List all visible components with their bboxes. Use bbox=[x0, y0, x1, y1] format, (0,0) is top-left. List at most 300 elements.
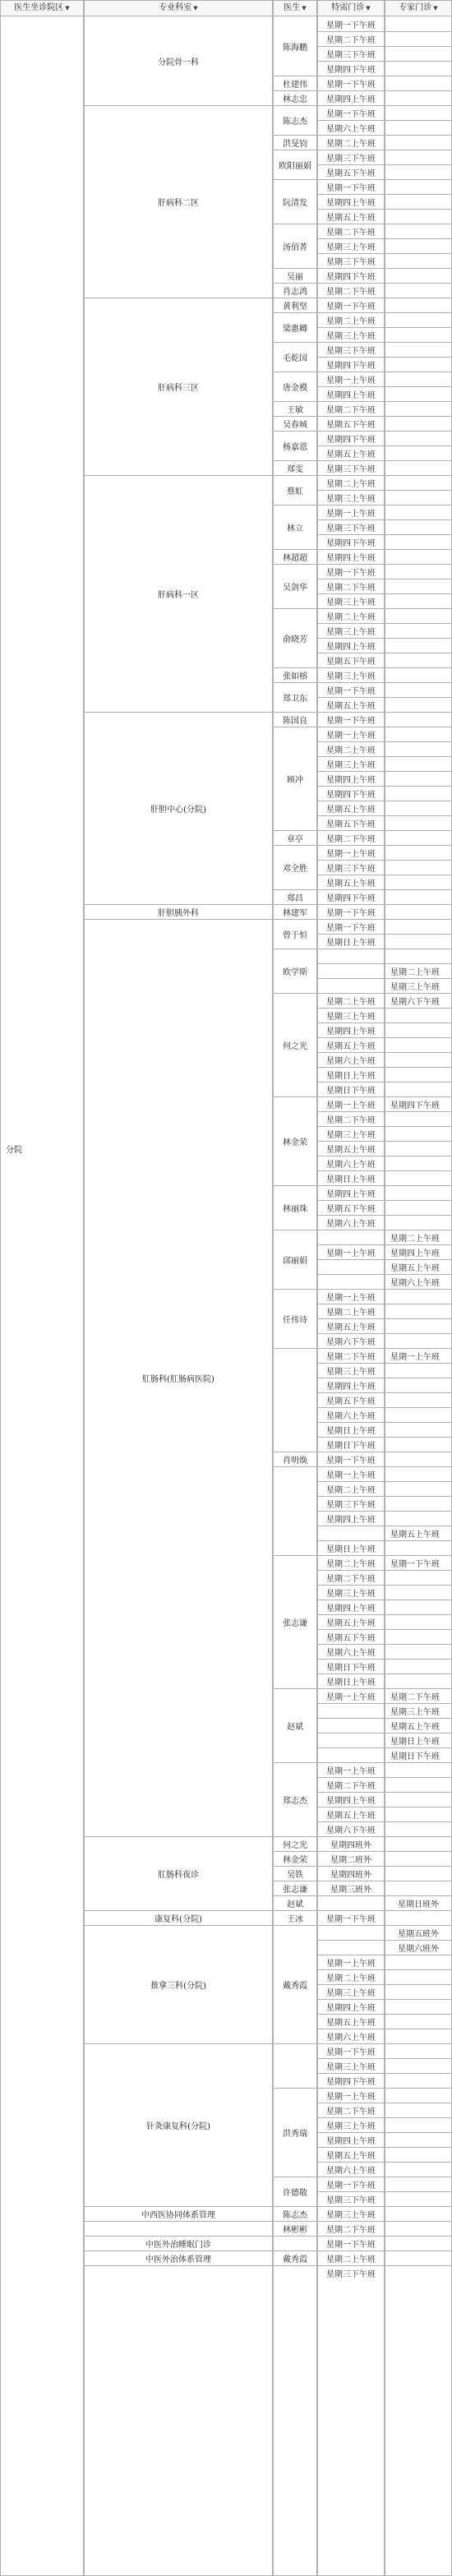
doctor-name-cell: 王敏 bbox=[274, 401, 316, 416]
doctor-name-cell: 阮清发 bbox=[274, 179, 316, 224]
department-name-cell: 肝胆胰外科 bbox=[85, 904, 272, 919]
special-clinic-cell: 星期一下午班 bbox=[318, 919, 384, 934]
expert-clinic-cell bbox=[385, 1984, 451, 1999]
expert-clinic-cell bbox=[385, 2221, 451, 2236]
special-clinic-cell: 星期五下午班 bbox=[318, 815, 384, 830]
special-clinic-cell: 星期四上午班 bbox=[318, 1792, 384, 1807]
expert-clinic-cell bbox=[385, 2058, 451, 2073]
special-clinic-cell: 星期二上午班 bbox=[318, 1304, 384, 1318]
special-clinic-cell bbox=[318, 1526, 384, 1540]
expert-clinic-cell bbox=[385, 741, 451, 756]
special-clinic-cell: 星期四上午班 bbox=[318, 1185, 384, 1200]
special-clinic-cell: 星期二上午班 bbox=[318, 741, 384, 756]
department-name-cell: 推拿三科(分院) bbox=[85, 1925, 272, 2043]
special-clinic-cell: 星期一上午班 bbox=[318, 1289, 384, 1304]
doctor-name-cell: 肖明焕 bbox=[274, 1452, 316, 1466]
expert-clinic-cell: 星期六下午班 bbox=[385, 993, 451, 1008]
department-name-cell: 肝病科三区 bbox=[85, 298, 272, 475]
special-clinic-cell bbox=[318, 949, 384, 963]
special-clinic-cell: 星期二下午班 bbox=[318, 283, 384, 298]
filter-dropdown-icon[interactable]: ▼ bbox=[193, 5, 198, 12]
expert-clinic-cell bbox=[385, 1585, 451, 1600]
expert-clinic-cell: 星期三上午班 bbox=[385, 1703, 451, 1718]
expert-clinic-cell bbox=[385, 830, 451, 845]
expert-clinic-cell bbox=[385, 298, 451, 312]
expert-clinic-cell: 星期三上午班 bbox=[385, 978, 451, 993]
special-clinic-cell: 星期六上午班 bbox=[318, 2029, 384, 2043]
expert-clinic-cell bbox=[385, 1037, 451, 1052]
expert-clinic-cell bbox=[385, 61, 451, 76]
doctor-name-cell: 林丽珠 bbox=[274, 1185, 316, 1230]
expert-clinic-cell bbox=[385, 1481, 451, 1496]
department-name-cell: 分院骨一科 bbox=[158, 58, 199, 67]
doctor-name-cell: 郑雯 bbox=[274, 460, 316, 475]
special-clinic-column bbox=[317, 16, 385, 2576]
special-clinic-cell: 星期二下午班 bbox=[318, 401, 384, 416]
expert-clinic-cell bbox=[385, 1141, 451, 1156]
expert-clinic-cell bbox=[385, 1969, 451, 1984]
doctor-name-cell: 戴秀霞 bbox=[274, 1925, 316, 2043]
special-clinic-cell: 星期二上午班 bbox=[318, 312, 384, 327]
special-clinic-cell: 星期五上午班 bbox=[318, 1037, 384, 1052]
special-clinic-cell: 星期一下午班 bbox=[318, 179, 384, 194]
expert-clinic-cell bbox=[385, 875, 451, 889]
special-clinic-cell: 星期一下午班 bbox=[318, 76, 384, 90]
special-clinic-cell: 星期三上午班 bbox=[318, 593, 384, 608]
special-clinic-cell: 星期三上午班 bbox=[318, 2058, 384, 2073]
expert-clinic-cell bbox=[385, 253, 451, 268]
special-clinic-cell: 星期三下午班 bbox=[318, 253, 384, 268]
doctor-name-cell: 唐金模 bbox=[274, 372, 316, 401]
expert-clinic-cell bbox=[385, 534, 451, 549]
expert-clinic-cell bbox=[385, 1082, 451, 1096]
expert-clinic-cell bbox=[385, 919, 451, 934]
special-clinic-cell: 星期五上午班 bbox=[318, 1141, 384, 1156]
special-clinic-cell: 星期三下午班 bbox=[318, 519, 384, 534]
expert-clinic-cell bbox=[385, 2177, 451, 2191]
expert-clinic-cell bbox=[385, 1437, 451, 1452]
expert-clinic-cell bbox=[385, 1289, 451, 1304]
special-clinic-cell: 星期五上午班 bbox=[318, 875, 384, 889]
expert-clinic-cell: 星期四下午班 bbox=[385, 1096, 451, 1111]
special-clinic-cell: 星期日下午班 bbox=[318, 1659, 384, 1673]
doctor-name-cell: 曾于恒 bbox=[274, 919, 316, 949]
expert-clinic-cell bbox=[385, 727, 451, 741]
special-clinic-cell: 星期四下午班 bbox=[318, 2073, 384, 2088]
special-clinic-cell: 星期五下午班 bbox=[318, 653, 384, 667]
special-clinic-cell: 星期四上午班 bbox=[318, 771, 384, 786]
expert-clinic-cell bbox=[385, 31, 451, 46]
special-clinic-cell: 星期六上午班 bbox=[318, 1644, 384, 1659]
special-clinic-cell: 星期日上午班 bbox=[318, 934, 384, 949]
special-clinic-cell: 星期三下午班 bbox=[318, 342, 384, 357]
special-clinic-cell: 星期四上午班 bbox=[318, 1600, 384, 1614]
doctor-name-cell: 陈海鹏 bbox=[283, 43, 307, 53]
expert-clinic-cell bbox=[385, 1821, 451, 1836]
doctor-name-cell: 吴丽 bbox=[274, 268, 316, 283]
special-clinic-cell: 星期一下午班 bbox=[318, 1910, 384, 1925]
expert-clinic-cell bbox=[385, 1511, 451, 1526]
doctor-name-cell: 蔡虹 bbox=[274, 475, 316, 505]
department-name-cell: 康复科(分院) bbox=[85, 1910, 272, 1925]
expert-clinic-cell bbox=[385, 682, 451, 697]
special-clinic-cell: 星期四下午班 bbox=[318, 61, 384, 76]
doctor-name-cell bbox=[274, 1466, 316, 1555]
doctor-name-cell: 郑昌 bbox=[274, 889, 316, 904]
special-clinic-cell: 星期四上午班 bbox=[318, 1999, 384, 2014]
special-clinic-cell: 星期三班外 bbox=[318, 1881, 384, 1895]
expert-clinic-cell bbox=[385, 2147, 451, 2162]
special-clinic-cell: 星期四下午班 bbox=[318, 786, 384, 801]
special-clinic-cell: 星期四上午班 bbox=[318, 638, 384, 653]
expert-clinic-cell bbox=[385, 1496, 451, 1511]
special-clinic-cell: 星期一上午班 bbox=[318, 1762, 384, 1777]
expert-clinic-cell: 星期日班外 bbox=[385, 1895, 451, 1910]
doctor-name-cell: 章亭 bbox=[274, 830, 316, 845]
special-clinic-cell: 星期三下午班 bbox=[318, 46, 384, 61]
department-name-cell bbox=[85, 2221, 272, 2236]
special-clinic-cell: 星期一上午班 bbox=[318, 845, 384, 860]
campus-column bbox=[0, 16, 84, 2576]
special-clinic-cell: 星期二上午班 bbox=[318, 1555, 384, 1570]
expert-clinic-cell bbox=[385, 1600, 451, 1614]
special-clinic-cell bbox=[318, 978, 384, 993]
expert-clinic-cell bbox=[385, 593, 451, 608]
special-clinic-cell: 星期三上午班 bbox=[318, 756, 384, 771]
expert-clinic-cell: 星期四上午班 bbox=[385, 1244, 451, 1259]
expert-clinic-cell bbox=[385, 105, 451, 120]
expert-clinic-cell bbox=[385, 1807, 451, 1821]
expert-clinic-cell bbox=[385, 2191, 451, 2206]
special-clinic-cell: 星期二上午班 bbox=[318, 993, 384, 1008]
special-clinic-cell: 星期五下午班 bbox=[318, 164, 384, 179]
doctor-name-cell: 何之光 bbox=[274, 1836, 316, 1851]
header-campus-label: 医生坐诊院区 bbox=[14, 3, 64, 12]
doctor-name-cell: 林志忠 bbox=[274, 90, 316, 105]
special-clinic-cell: 星期五上午班 bbox=[318, 697, 384, 712]
special-clinic-cell: 星期三上午班 bbox=[318, 1585, 384, 1600]
header-department[interactable] bbox=[84, 0, 273, 16]
special-clinic-cell: 星期五上午班 bbox=[318, 1614, 384, 1629]
special-clinic-cell: 星期五上午班 bbox=[318, 445, 384, 460]
expert-clinic-cell bbox=[385, 889, 451, 904]
expert-clinic-cell bbox=[385, 549, 451, 564]
special-clinic-cell: 星期一下午班 bbox=[318, 712, 384, 727]
expert-clinic-cell bbox=[385, 1881, 451, 1895]
expert-clinic-cell bbox=[385, 1999, 451, 2014]
department-name-cell: 肛肠科夜诊 bbox=[85, 1836, 272, 1910]
expert-clinic-cell bbox=[385, 1318, 451, 1333]
special-clinic-cell: 星期三上午班 bbox=[318, 1984, 384, 1999]
expert-clinic-cell bbox=[385, 579, 451, 593]
expert-clinic-cell bbox=[385, 1540, 451, 1555]
header-special-clinic[interactable] bbox=[317, 0, 385, 16]
doctor-name-cell: 欧阳丽娟 bbox=[274, 150, 316, 179]
special-clinic-cell: 星期三上午班 bbox=[318, 2117, 384, 2132]
doctor-name-cell: 陈国良 bbox=[274, 712, 316, 727]
special-clinic-cell: 星期六下午班 bbox=[318, 1333, 384, 1348]
special-clinic-cell: 星期一下午班 bbox=[318, 2043, 384, 2058]
special-clinic-cell: 星期一上午班 bbox=[318, 1466, 384, 1481]
special-clinic-cell: 星期一上午班 bbox=[318, 372, 384, 386]
special-clinic-cell: 星期二上午班 bbox=[318, 1969, 384, 1984]
expert-clinic-cell bbox=[385, 1659, 451, 1673]
doctor-name-cell: 吴剑华 bbox=[274, 564, 316, 608]
special-clinic-cell: 星期二下午班 bbox=[318, 224, 384, 238]
doctor-name-cell: 杜建伟 bbox=[274, 76, 316, 90]
special-clinic-cell: 星期一下午班 bbox=[318, 904, 384, 919]
doctor-name-cell: 郑志杰 bbox=[274, 1762, 316, 1836]
expert-clinic-column bbox=[385, 16, 452, 2576]
special-clinic-cell: 星期一上午班 bbox=[318, 1688, 384, 1703]
filter-dropdown-icon[interactable]: ▼ bbox=[302, 5, 307, 12]
doctor-name-cell: 欧学斯 bbox=[274, 949, 316, 993]
expert-clinic-cell bbox=[385, 623, 451, 638]
expert-clinic-cell bbox=[385, 238, 451, 253]
doctor-name-cell: 林超超 bbox=[274, 549, 316, 564]
special-clinic-cell: 星期三上午班 bbox=[318, 327, 384, 342]
expert-clinic-cell bbox=[385, 386, 451, 401]
expert-clinic-cell: 星期二下午班 bbox=[385, 1688, 451, 1703]
special-clinic-cell: 星期日上午班 bbox=[318, 1673, 384, 1688]
special-clinic-cell: 星期四下午班 bbox=[318, 534, 384, 549]
expert-clinic-cell: 星期五上午班 bbox=[385, 1259, 451, 1274]
special-clinic-cell: 星期六上午班 bbox=[318, 1052, 384, 1067]
expert-clinic-cell bbox=[385, 608, 451, 623]
doctor-name-cell: 王冰 bbox=[274, 1910, 316, 1925]
department-name-cell: 中西医协同体系管理 bbox=[85, 2206, 272, 2221]
special-clinic-cell: 星期二上午班 bbox=[318, 2251, 384, 2265]
special-clinic-cell: 星期二上午班 bbox=[318, 475, 384, 490]
expert-clinic-cell: 星期六上午班 bbox=[385, 1274, 451, 1289]
special-clinic-cell: 星期四下午班 bbox=[318, 889, 384, 904]
expert-clinic-cell bbox=[385, 771, 451, 786]
expert-clinic-cell: 星期五上午班 bbox=[385, 1526, 451, 1540]
expert-clinic-cell bbox=[385, 1866, 451, 1881]
special-clinic-cell: 星期五下午班 bbox=[318, 1392, 384, 1407]
department-name-cell: 肝胆中心(分院) bbox=[85, 712, 272, 904]
doctor-name-cell: 戴秀霞 bbox=[274, 2251, 316, 2265]
special-clinic-cell: 星期三下午班 bbox=[318, 2265, 384, 2280]
special-clinic-cell: 星期五上午班 bbox=[318, 801, 384, 815]
special-clinic-cell bbox=[318, 1274, 384, 1289]
doctor-name-cell: 林立 bbox=[274, 505, 316, 549]
doctor-name-cell: 洪秀瑞 bbox=[274, 2088, 316, 2177]
expert-clinic-cell bbox=[385, 1466, 451, 1481]
department-name-cell: 肝病科二区 bbox=[85, 105, 272, 298]
expert-clinic-cell bbox=[385, 949, 451, 963]
special-clinic-cell: 星期三上午班 bbox=[318, 1008, 384, 1023]
expert-clinic-cell bbox=[385, 1407, 451, 1422]
special-clinic-cell: 星期二下午班 bbox=[318, 2221, 384, 2236]
expert-clinic-cell: 星期日上午班 bbox=[385, 1733, 451, 1747]
expert-clinic-cell bbox=[385, 638, 451, 653]
special-clinic-cell: 星期一下午班 bbox=[318, 298, 384, 312]
special-clinic-cell: 星期二下午班 bbox=[318, 1777, 384, 1792]
expert-clinic-cell bbox=[385, 342, 451, 357]
doctor-name-cell: 顾冲 bbox=[274, 727, 316, 830]
expert-clinic-cell: 星期一下午班 bbox=[385, 1555, 451, 1570]
doctor-column bbox=[273, 16, 317, 2576]
special-clinic-cell: 星期六上午班 bbox=[318, 1407, 384, 1422]
doctor-name-cell: 毛乾国 bbox=[274, 342, 316, 372]
expert-clinic-cell bbox=[385, 519, 451, 534]
expert-clinic-cell bbox=[385, 1673, 451, 1688]
expert-clinic-cell bbox=[385, 372, 451, 386]
expert-clinic-cell bbox=[385, 1836, 451, 1851]
special-clinic-cell bbox=[318, 1733, 384, 1747]
doctor-name-cell: 陈志杰 bbox=[274, 105, 316, 135]
expert-clinic-cell bbox=[385, 2132, 451, 2147]
doctor-name-cell: 赵斌 bbox=[274, 1895, 316, 1910]
special-clinic-cell: 星期四上午班 bbox=[318, 1023, 384, 1037]
expert-clinic-cell bbox=[385, 416, 451, 431]
doctor-name-cell bbox=[274, 2265, 316, 2280]
doctor-name-cell: 汤佰菁 bbox=[274, 224, 316, 268]
expert-clinic-cell bbox=[385, 120, 451, 135]
special-clinic-cell: 星期二下午班 bbox=[318, 2103, 384, 2117]
expert-clinic-cell bbox=[385, 209, 451, 224]
special-clinic-cell: 星期一上午班 bbox=[318, 505, 384, 519]
expert-clinic-cell bbox=[385, 2236, 451, 2251]
expert-clinic-cell bbox=[385, 46, 451, 61]
doctor-name-cell: 梁惠卿 bbox=[274, 312, 316, 342]
expert-clinic-cell bbox=[385, 1333, 451, 1348]
special-clinic-cell: 星期五上午班 bbox=[318, 2014, 384, 2029]
special-clinic-cell: 星期一下午班 bbox=[326, 21, 376, 30]
expert-clinic-cell bbox=[385, 1378, 451, 1392]
header-doctor[interactable] bbox=[273, 0, 317, 16]
expert-clinic-cell: 星期二上午班 bbox=[385, 963, 451, 978]
special-clinic-cell bbox=[318, 1718, 384, 1733]
expert-clinic-cell bbox=[385, 786, 451, 801]
special-clinic-cell: 星期四班外 bbox=[318, 1866, 384, 1881]
header-campus[interactable] bbox=[0, 0, 84, 16]
expert-clinic-cell bbox=[385, 1067, 451, 1082]
expert-clinic-cell bbox=[385, 431, 451, 445]
expert-clinic-cell bbox=[385, 1363, 451, 1378]
special-clinic-cell: 星期三下午班 bbox=[318, 460, 384, 475]
expert-clinic-cell bbox=[385, 224, 451, 238]
expert-clinic-cell bbox=[385, 2251, 451, 2265]
expert-clinic-cell bbox=[385, 150, 451, 164]
expert-clinic-cell bbox=[385, 845, 451, 860]
expert-clinic-cell: 星期五班外 bbox=[385, 1925, 451, 1940]
doctor-name-cell: 邱丽娟 bbox=[274, 1230, 316, 1289]
special-clinic-cell: 星期一上午班 bbox=[318, 1955, 384, 1969]
doctor-name-cell: 黄利坚 bbox=[274, 298, 316, 312]
expert-clinic-cell bbox=[385, 1762, 451, 1777]
expert-clinic-cell bbox=[385, 1851, 451, 1866]
special-clinic-cell: 星期五上午班 bbox=[318, 209, 384, 224]
expert-clinic-cell bbox=[385, 1644, 451, 1659]
expert-clinic-cell bbox=[385, 1304, 451, 1318]
expert-clinic-cell bbox=[385, 1215, 451, 1230]
doctor-name-cell: 许德敬 bbox=[274, 2177, 316, 2206]
special-clinic-cell: 星期四下午班 bbox=[318, 357, 384, 372]
expert-clinic-cell bbox=[385, 904, 451, 919]
campus-name-cell: 分院 bbox=[6, 1145, 22, 1155]
doctor-name-cell bbox=[274, 2043, 316, 2088]
special-clinic-cell: 星期一下午班 bbox=[318, 2236, 384, 2251]
special-clinic-cell: 星期三上午班 bbox=[318, 667, 384, 682]
doctor-name-cell: 林金荣 bbox=[274, 1851, 316, 1866]
special-clinic-cell: 星期一上午班 bbox=[318, 727, 384, 741]
expert-clinic-cell bbox=[385, 1023, 451, 1037]
special-clinic-cell bbox=[318, 1747, 384, 1762]
special-clinic-cell: 星期四上午班 bbox=[318, 90, 384, 105]
header-expert-clinic[interactable] bbox=[385, 0, 452, 16]
special-clinic-cell: 星期一上午班 bbox=[318, 2088, 384, 2103]
doctor-name-cell: 张志谦 bbox=[274, 1555, 316, 1688]
expert-clinic-cell bbox=[385, 1792, 451, 1807]
special-clinic-cell: 星期五上午班 bbox=[318, 1807, 384, 1821]
special-clinic-cell: 星期二下午班 bbox=[318, 1111, 384, 1126]
special-clinic-cell: 星期三下午班 bbox=[318, 150, 384, 164]
special-clinic-cell: 星期六上午班 bbox=[318, 1156, 384, 1170]
special-clinic-cell: 星期二下午班 bbox=[318, 1570, 384, 1585]
special-clinic-cell: 星期六上午班 bbox=[318, 2162, 384, 2177]
special-clinic-cell: 星期三上午班 bbox=[318, 623, 384, 638]
expert-clinic-cell bbox=[385, 1955, 451, 1969]
special-clinic-cell: 星期三上午班 bbox=[318, 1363, 384, 1378]
expert-clinic-cell bbox=[385, 505, 451, 519]
expert-clinic-cell bbox=[385, 90, 451, 105]
expert-clinic-cell bbox=[385, 1422, 451, 1437]
expert-clinic-cell bbox=[385, 756, 451, 771]
expert-clinic-cell bbox=[385, 445, 451, 460]
special-clinic-cell: 星期四班外 bbox=[318, 1836, 384, 1851]
expert-clinic-cell bbox=[385, 1052, 451, 1067]
special-clinic-cell: 星期一下午班 bbox=[318, 564, 384, 579]
expert-clinic-cell bbox=[385, 1185, 451, 1200]
special-clinic-cell: 星期二下午班 bbox=[318, 31, 384, 46]
special-clinic-cell: 星期四上午班 bbox=[318, 194, 384, 209]
doctor-name-cell bbox=[274, 1348, 316, 1452]
special-clinic-cell bbox=[318, 1703, 384, 1718]
doctor-name-cell: 张如榕 bbox=[274, 667, 316, 682]
doctor-name-cell: 陈志杰 bbox=[274, 2206, 316, 2221]
special-clinic-cell: 星期一下午班 bbox=[318, 682, 384, 697]
doctor-name-cell: 任伟诗 bbox=[274, 1289, 316, 1348]
filter-dropdown-icon[interactable]: ▼ bbox=[366, 5, 371, 12]
special-clinic-cell: 星期四上午班 bbox=[318, 386, 384, 401]
filter-dropdown-icon[interactable]: ▼ bbox=[65, 5, 70, 12]
expert-clinic-cell bbox=[385, 312, 451, 327]
expert-clinic-cell bbox=[385, 1629, 451, 1644]
expert-clinic-cell bbox=[385, 2014, 451, 2029]
special-clinic-cell: 星期一上午班 bbox=[318, 1096, 384, 1111]
expert-clinic-cell bbox=[385, 1156, 451, 1170]
special-clinic-cell bbox=[318, 1895, 384, 1910]
expert-clinic-cell bbox=[385, 327, 451, 342]
expert-clinic-cell bbox=[385, 135, 451, 150]
special-clinic-cell: 星期五上午班 bbox=[318, 2147, 384, 2162]
expert-clinic-cell bbox=[385, 2088, 451, 2103]
expert-clinic-cell bbox=[385, 164, 451, 179]
header-department-label: 专业科室 bbox=[159, 3, 192, 12]
special-clinic-cell: 星期二下午班 bbox=[318, 579, 384, 593]
filter-dropdown-icon[interactable]: ▼ bbox=[433, 5, 438, 12]
doctor-name-cell: 郑卫东 bbox=[274, 682, 316, 712]
expert-clinic-cell bbox=[385, 667, 451, 682]
special-clinic-cell: 星期四上午班 bbox=[318, 1378, 384, 1392]
doctor-name-cell: 何之光 bbox=[274, 993, 316, 1096]
special-clinic-cell: 星期三下午班 bbox=[318, 2191, 384, 2206]
special-clinic-cell: 星期二上午班 bbox=[318, 608, 384, 623]
special-clinic-cell: 星期四下午班 bbox=[318, 268, 384, 283]
expert-clinic-cell: 星期二上午班 bbox=[385, 1230, 451, 1244]
